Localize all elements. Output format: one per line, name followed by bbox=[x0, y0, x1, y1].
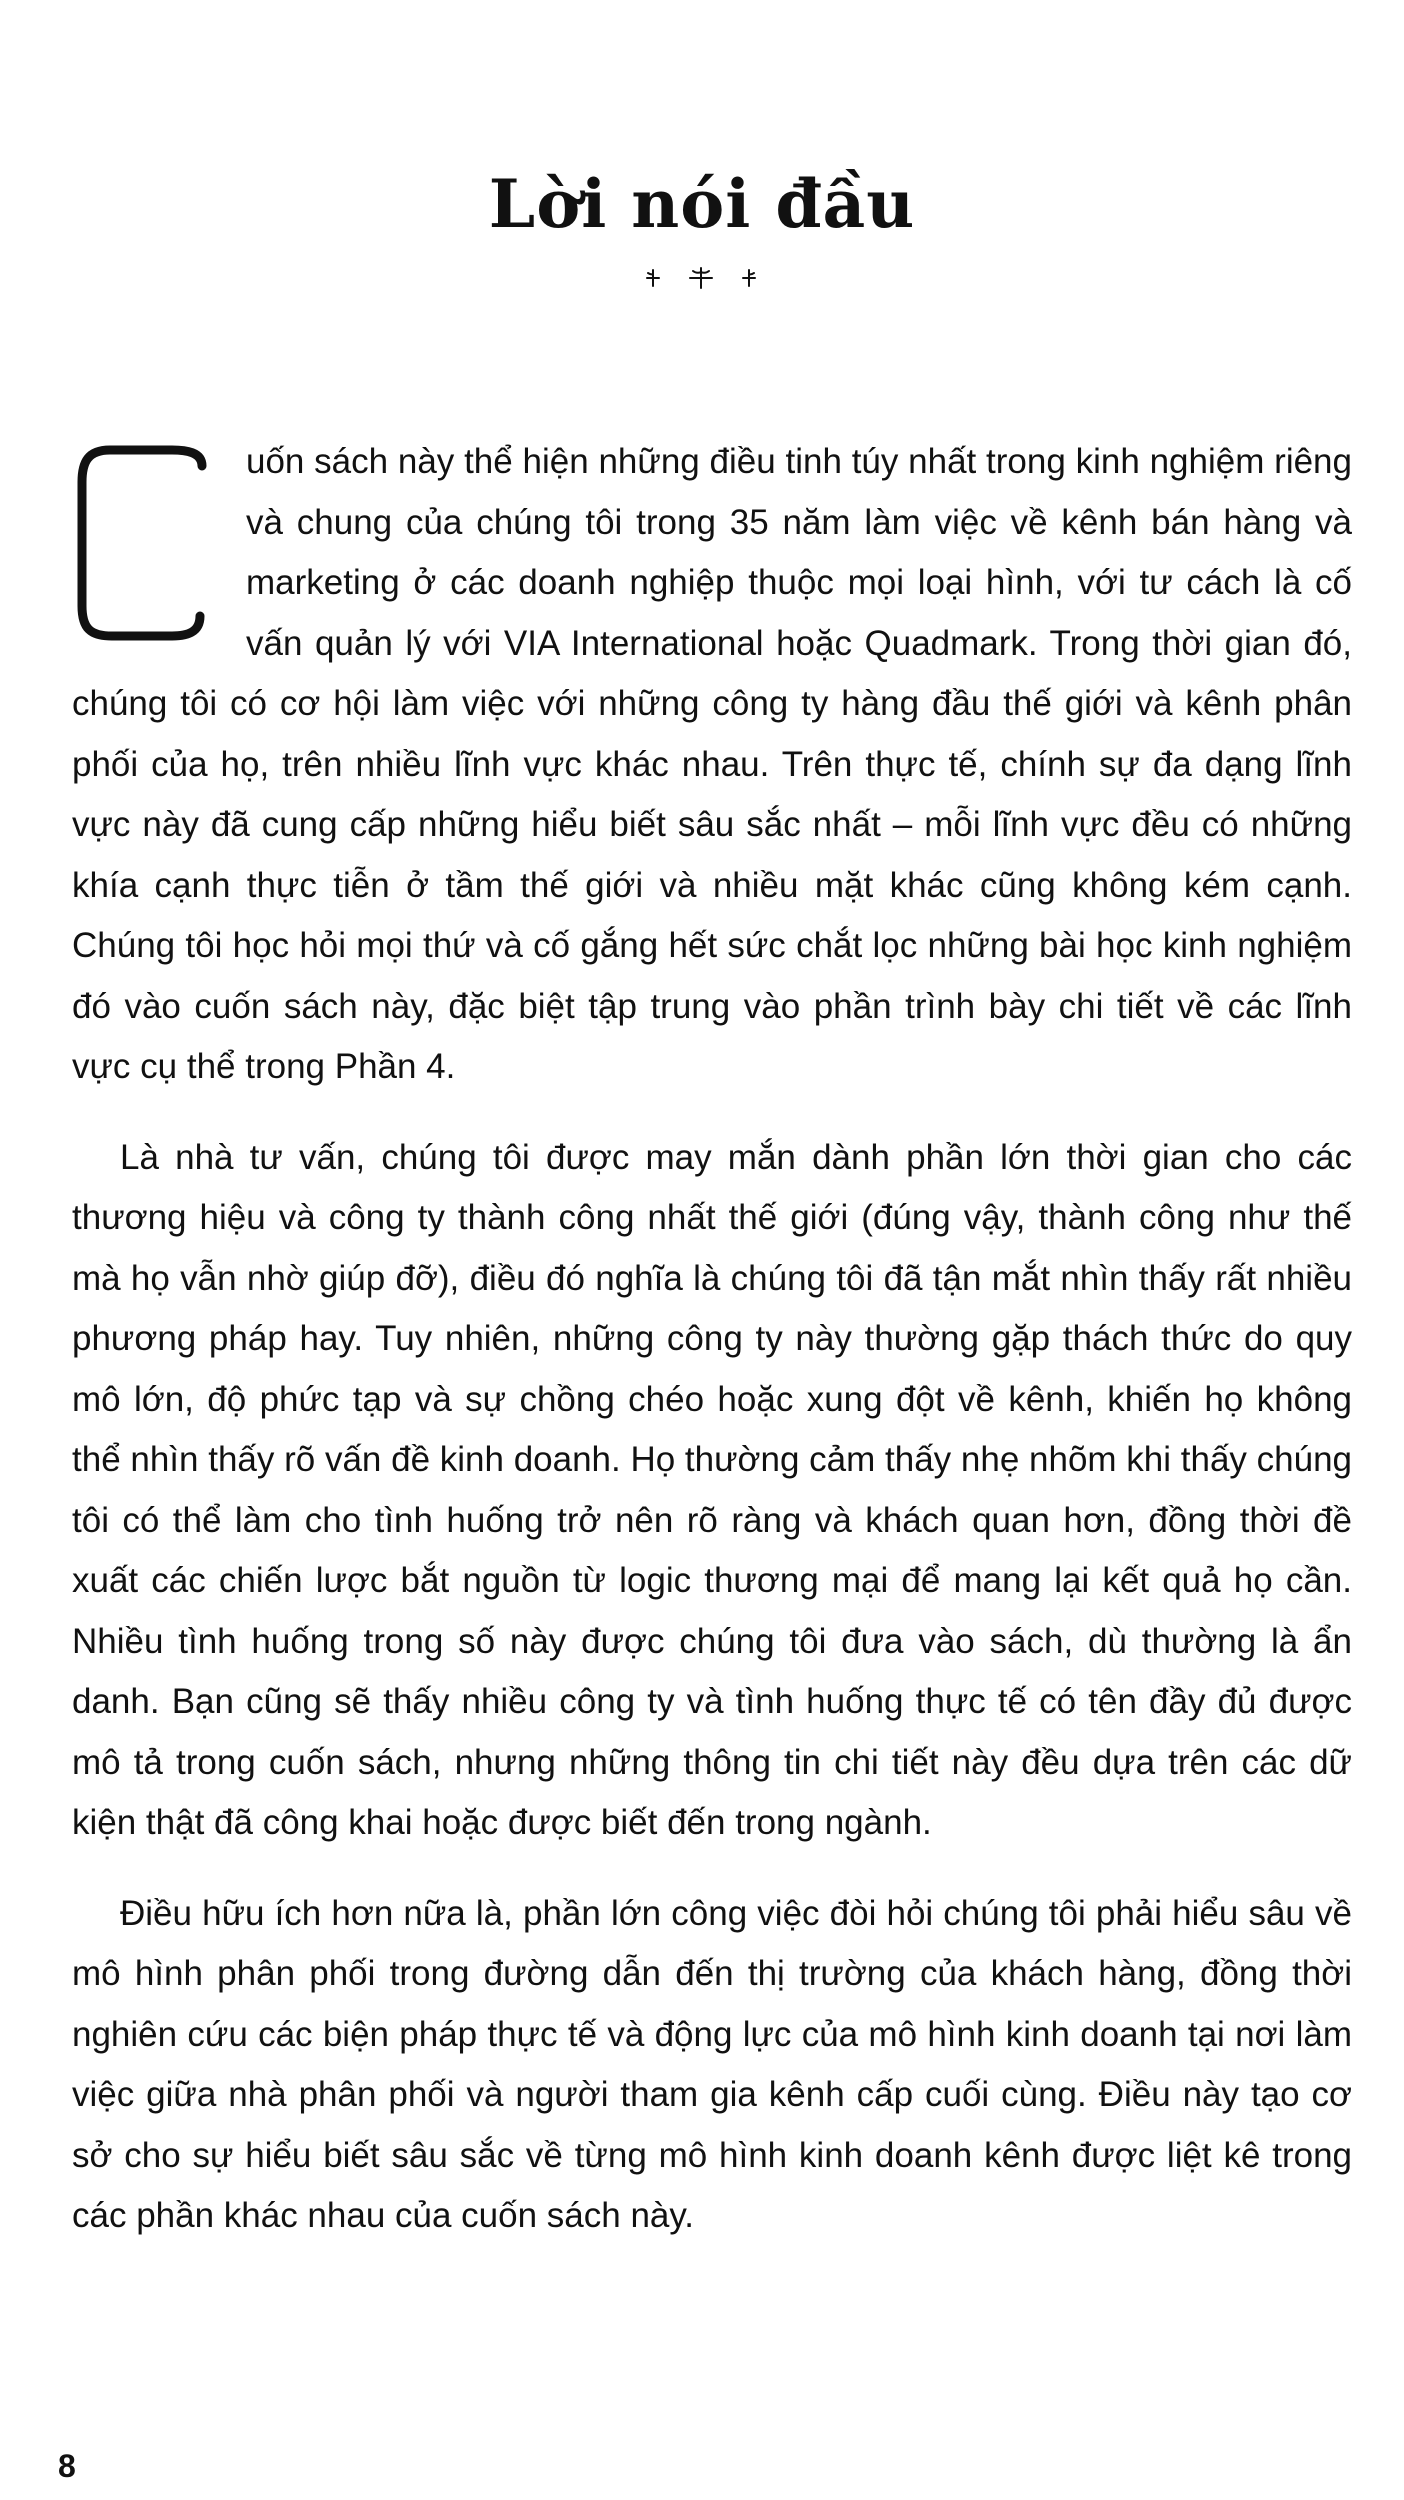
paragraph-1 bbox=[72, 432, 1352, 1098]
ornament-divider bbox=[0, 258, 1404, 298]
paragraph-2: Là nhà tư vấn, chúng tôi được may mắn dành phần lớn thời gian cho các thương hiệu và công ty thành công nhất thế giới (đúng vậy, thành công như thế mà họ vẫn nhờ giúp đỡ), điều đó nghĩa là chúng tôi đã tận mắt nhìn thấy rất nhiều phương pháp hay. Tuy nhiên, những công ty này thường gặp thách thức do quy mô lớn, độ phức tạp và sự chồng chéo hoặc xung đột về kênh, khiến họ không thể nhìn thấy rõ vấn đề kinh doanh. Họ thường cảm thấy nhẹ nhõm khi thấy chúng tôi có thể làm cho tình huống trở nên rõ ràng và khách quan hơn, đồng thời đề xuất các chiến lược bắt nguồn từ logic thương mại để mang lại kết quả họ cần. Nhiều tình huống trong số này được chúng tôi đưa vào sách, dù thường là ẩn danh. Bạn cũng sẽ thấy nhiều công ty và tình huống thực tế có tên đầy đủ được mô tả trong cuốn sách, nhưng những thông tin chi tiết này đều dựa trên các dữ kiện thật đã công khai hoặc được biết đến trong ngành. bbox=[72, 1137, 1352, 1842]
body-text bbox=[72, 432, 1352, 2247]
page-number: 8 bbox=[58, 2448, 76, 2484]
flourish-icon bbox=[627, 258, 777, 298]
paragraph-3: Điều hữu ích hơn nữa là, phần lớn công việc đòi hỏi chúng tôi phải hiểu sâu về mô hình phân phối trong đường dẫn đến thị trường của khách hàng, đồng thời nghiên cứu các biện pháp thực tế và động lực của mô hình kinh doanh tại nơi làm việc giữa nhà phân phối và người tham gia kênh cấp cuối cùng. Điều này tạo cơ sở cho sự hiểu biết sâu sắc về từng mô hình kinh doanh kênh được liệt kê trong các phần khác nhau của cuốn sách này. bbox=[72, 1893, 1352, 2235]
paragraph-1-text: uốn sách này thể hiện những điều tinh túy nhất trong kinh nghiệm riêng và chung của chúng tôi trong 35 năm làm việc về kênh bán hàng và marketing ở các doanh nghiệp thuộc mọi loại hình, với tư cách là cố vấn quản lý với VIA International hoặc Quadmark. Trong thời gian đó, chúng tôi có cơ hội làm việc với những công ty hàng đầu thế giới và kênh phân phối của họ, trên nhiều lĩnh vực khác nhau. Trên thực tế, chính sự đa dạng lĩnh vực này đã cung cấp những hiểu biết sâu sắc nhất – mỗi lĩnh vực đều có những khía cạnh thực tiễn ở tầm thế giới và nhiều mặt khác cũng không kém cạnh. Chúng tôi học hỏi mọi thứ và cố gắng hết sức chắt lọc những bài học kinh nghiệm đó vào cuốn sách này, đặc biệt tập trung vào phần trình bày chi tiết về các lĩnh vực cụ thể trong Phần 4. bbox=[72, 442, 1352, 1086]
page-title: Lời nói đầu bbox=[488, 165, 916, 243]
drop-cap-letter-c bbox=[74, 444, 214, 644]
drop-cap bbox=[72, 432, 222, 672]
